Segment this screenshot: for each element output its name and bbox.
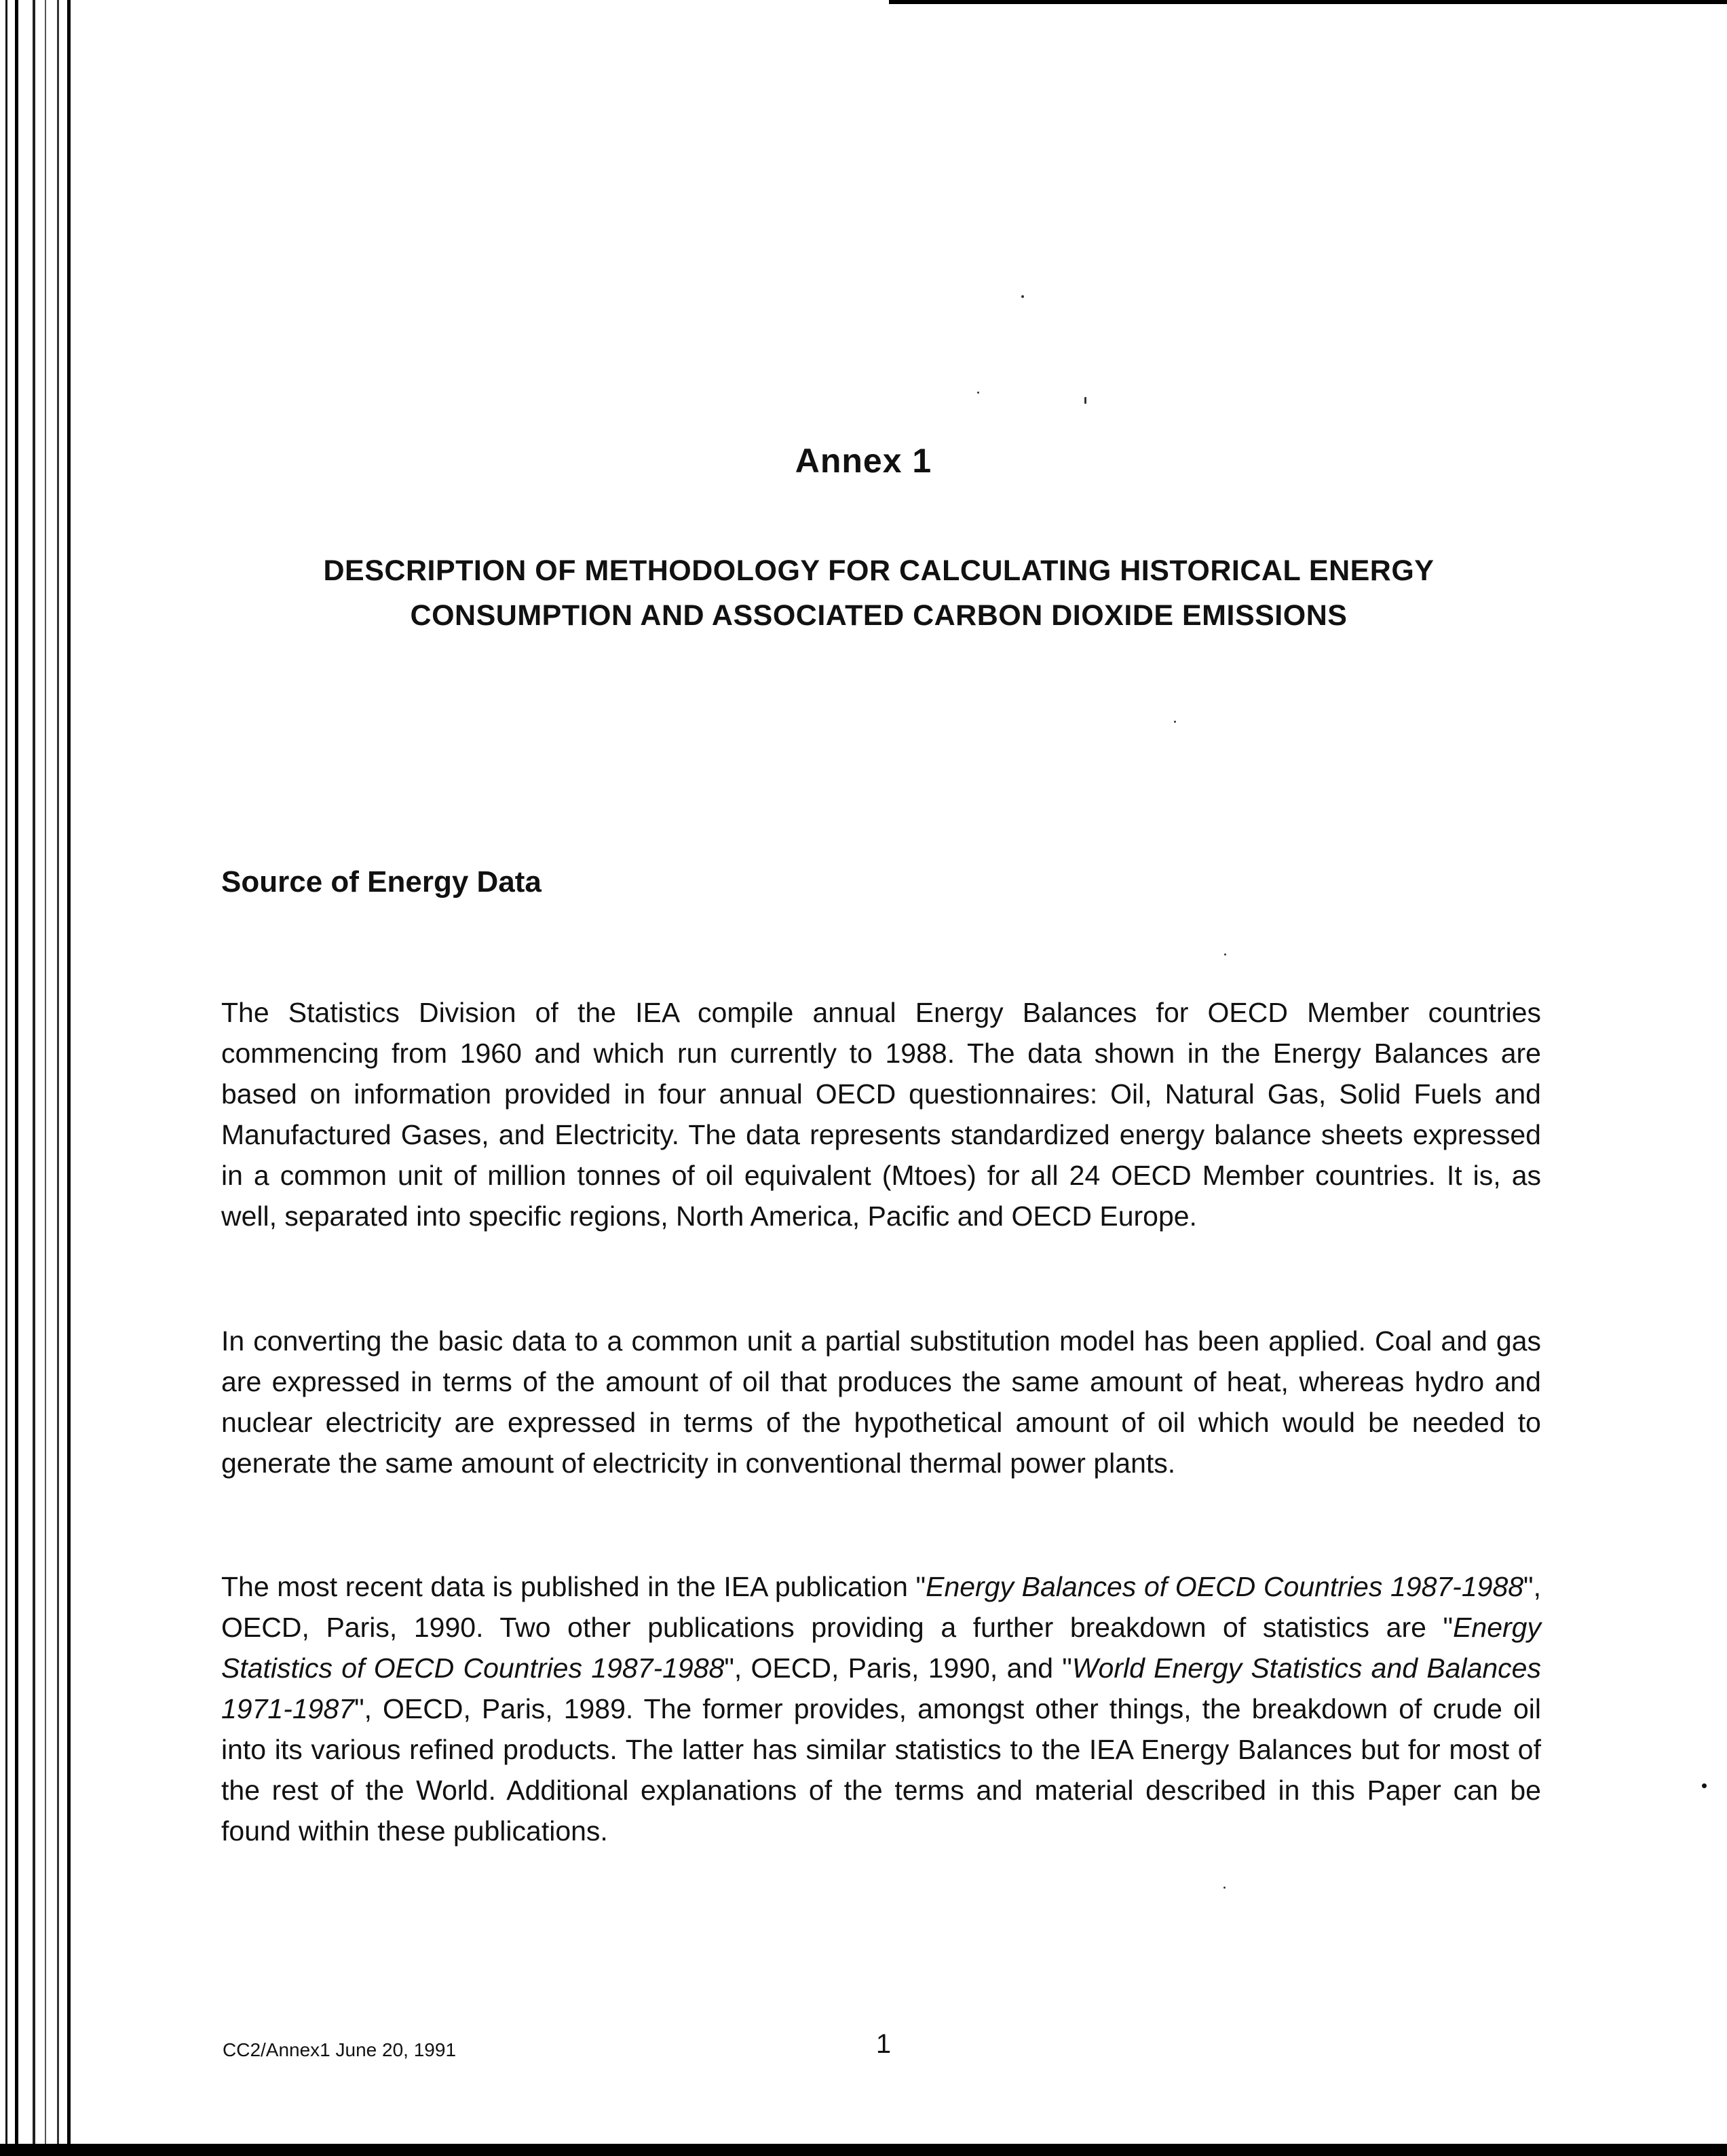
paragraph-2: In converting the basic data to a common unit a partial substitution model has been applied. Coal and gas are expressed in terms of the amount of oil that produces the same amount of heat, whereas hydro and nuclear electricity are expressed in terms of the hypothetical amount of oil which would be needed to generate the same amount of electricity in conventional thermal power plants. [221,1325,1541,1479]
document-title-line-1: DESCRIPTION OF METHODOLOGY FOR CALCULATING HISTORICAL ENERGY [323,554,1435,587]
scan-bottom-edge [0,2144,1727,2156]
paragraph-1: The Statistics Division of the IEA compile annual Energy Balances for OECD Member countries commencing from 1960 and which run currently to 1988. The data shown in the Energy Balances are based on information provided in four annual OECD questionnaires: Oil, Natural Gas, Solid Fuels and Manufactured Gases, and Electricity. The data represents standardized energy balance sheets expressed in a common unit of million tonnes of oil equivalent (Mtoes) for all 24 OECD Member countries. It is, as well, separated into specific regions, North America, Pacific and OECD Europe. [221,997,1541,1232]
scan-speck [1223,1887,1226,1889]
publication-title: Energy Statistics of OECD Countries 1987-1988 [221,1612,1541,1684]
footer-reference: CC2/Annex1 June 20, 1991 [223,2039,457,2060]
scan-speck [1224,953,1226,956]
scan-speck [977,392,979,394]
document-title [204,548,1554,638]
scan-speck [1174,721,1176,723]
scan-mark [1702,1783,1707,1788]
section-heading: Source of Energy Data [221,865,542,899]
paragraph-3-text: ", OECD, Paris, 1990. Two other publications providing a further breakdown of statistics are " [221,1571,1541,1643]
paragraph-3-text: ", OECD, Paris, 1989. The former provides, amongst other things, the breakdown of crude oil into its various refined products. The latter has similar statistics to the IEA Energy Balances but for most of the rest of the World. Additional explanations of the terms and material described in this Paper can be found within these publications. [221,1693,1541,1847]
publication-title: Energy Balances of OECD Countries 1987-1988 [926,1571,1524,1602]
scan-speck [1021,295,1024,298]
scan-left-edge [0,0,95,2156]
scan-top-edge [889,0,1727,4]
paragraph-3-text: The most recent data is published in the IEA publication " [221,1571,926,1602]
scan-speck [1084,397,1086,404]
paragraph-3 [221,1566,1541,1851]
annex-label: Annex 1 [795,442,932,480]
document-title-line-2: CONSUMPTION AND ASSOCIATED CARBON DIOXIDE EMISSIONS [410,599,1348,632]
paragraph-3-text: ", OECD, Paris, 1990, and " [724,1652,1072,1684]
publication-title: World Energy Statistics and Balances 1971-1987 [221,1652,1541,1724]
page-number: 1 [875,2029,892,2059]
